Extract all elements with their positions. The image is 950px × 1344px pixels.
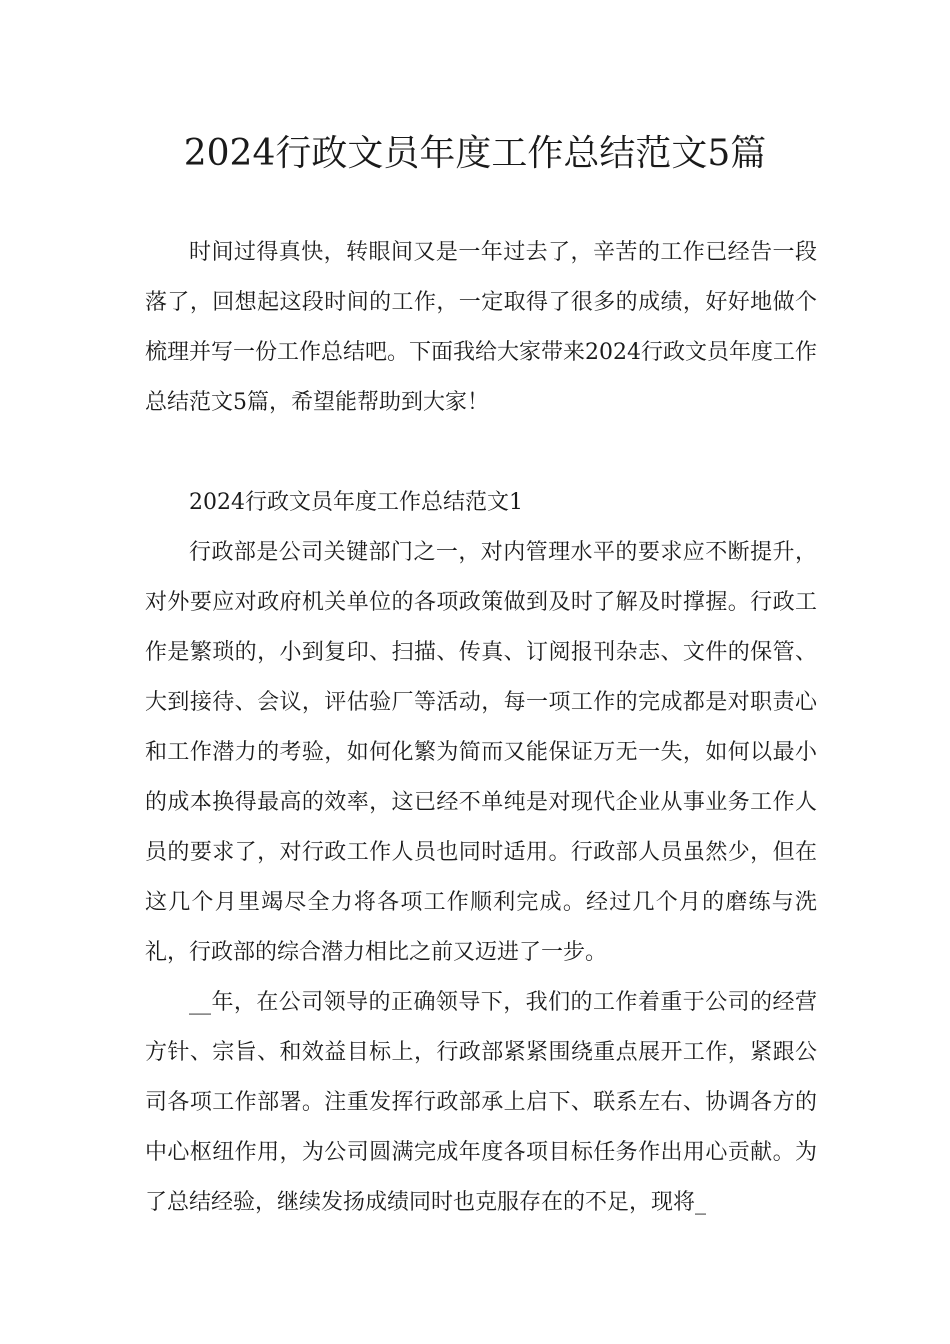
- body-paragraph-2: __年，在公司领导的正确领导下，我们的工作着重于公司的经营方针、宗旨、和效益目标上，行政部紧紧围绕重点展开工作，紧跟公司各项工作部署。注重发挥行政部承上启下、联系左右、协调各方的中心枢纽作用，为公司圆满完成年度各项目标任务作出用心贡献。为了总结经验，继续发扬成绩同时也克服存在的不足，现将_: [145, 990, 817, 1215]
- section-heading: 2024行政文员年度工作总结范文1: [189, 490, 523, 515]
- body-paragraph-1: 行政部是公司关键部门之一，对内管理水平的要求应不断提升，对外要应对政府机关单位的各项政策做到及时了解及时撑握。行政工作是繁琐的，小到复印、扫描、传真、订阅报刊杂志、文件的保管、大到接待、会议，评估验厂等活动，每一项工作的完成都是对职责心和工作潜力的考验，如何化繁为简而又能保证万无一失，如何以最小的成本换得最高的效率，这已经不单纯是对现代企业从事业务工作人员的要求了，对行政工作人员也同时适用。行政部人员虽然少，但在这几个月里竭尽全力将各项工作顺利完成。经过几个月的磨练与洗礼，行政部的综合潜力相比之前又迈进了一步。: [145, 540, 817, 965]
- intro-block: [145, 228, 817, 428]
- intro-paragraph: 时间过得真快，转眼间又是一年过去了，辛苦的工作已经告一段落了，回想起这段时间的工作，一定取得了很多的成绩，好好地做个梳理并写一份工作总结吧。下面我给大家带来2024行政文员年度工作总结范文5篇，希望能帮助到大家！: [145, 240, 817, 415]
- document-title: 2024行政文员年度工作总结范文5篇: [183, 133, 767, 174]
- section-1-block: [145, 478, 817, 1228]
